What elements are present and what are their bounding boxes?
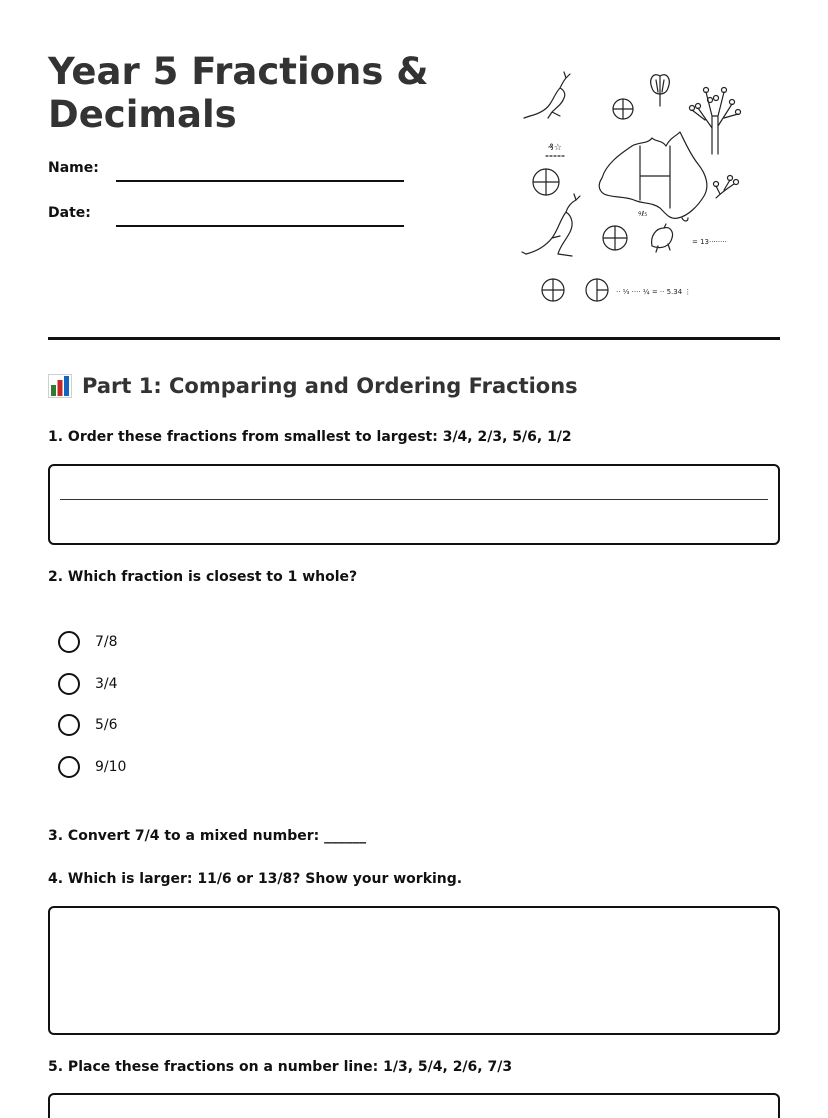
header-divider xyxy=(48,337,780,340)
radio-button[interactable] xyxy=(58,756,80,778)
radio-button[interactable] xyxy=(58,714,80,736)
svg-text:୨ℓ₅: ୨ℓ₅ xyxy=(638,210,648,218)
question-5-answer-box[interactable] xyxy=(48,1093,780,1118)
fraction-circle-icon xyxy=(533,169,559,195)
question-3: 3. Convert 7/4 to a mixed number: ______ xyxy=(48,828,367,844)
australia-fractions-illustration xyxy=(520,68,760,308)
question-4: 4. Which is larger: 11/6 or 13/8? Show your working. xyxy=(48,871,463,887)
question-4-answer-box[interactable] xyxy=(48,906,780,1035)
name-field[interactable] xyxy=(116,180,404,182)
wombat-icon xyxy=(652,224,673,252)
q2-option-label: 3/4 xyxy=(95,676,118,692)
fraction-circle-icon xyxy=(542,279,564,301)
question-1-answer-box[interactable] xyxy=(48,464,780,545)
bar-chart-icon xyxy=(48,374,72,398)
fraction-circle-icon xyxy=(586,279,608,301)
name-label: Name: xyxy=(48,160,99,176)
worksheet-title: Year 5 Fractions & Decimals xyxy=(48,50,429,136)
svg-text:·· ⅓ ···· ¼ = ·· 5.34 ⋮: ·· ⅓ ···· ¼ = ·· 5.34 ⋮ xyxy=(616,288,692,296)
q2-option-label: 9/10 xyxy=(95,759,127,775)
part1-title: Part 1: Comparing and Ordering Fractions xyxy=(82,374,578,398)
radio-button[interactable] xyxy=(58,673,80,695)
svg-text:= 13········: = 13········ xyxy=(692,238,727,246)
fraction-circle-icon xyxy=(603,226,627,250)
q2-option[interactable] xyxy=(58,631,118,653)
date-label: Date: xyxy=(48,205,91,221)
kangaroo-icon xyxy=(524,72,570,118)
part1-heading xyxy=(48,374,578,398)
fraction-circle-icon xyxy=(613,99,633,119)
question-1: 1. Order these fractions from smallest to largest: 3/4, 2/3, 5/6, 1/2 xyxy=(48,429,572,445)
kangaroo-icon xyxy=(522,194,580,256)
question-5: 5. Place these fractions on a number line: 1/3, 5/4, 2/6, 7/3 xyxy=(48,1059,513,1075)
q2-option[interactable] xyxy=(58,756,126,778)
gum-tree-icon xyxy=(690,88,741,155)
wattle-sprig-icon xyxy=(714,176,739,199)
q2-option-label: 5/6 xyxy=(95,717,118,733)
date-field[interactable] xyxy=(116,225,404,227)
flower-icon xyxy=(651,75,670,106)
svg-text:₰☆: ₰☆ xyxy=(548,143,562,153)
q2-option-label: 7/8 xyxy=(95,634,118,650)
q2-option[interactable] xyxy=(58,673,118,695)
australia-map-icon xyxy=(599,132,707,221)
answer-line xyxy=(60,499,768,500)
radio-button[interactable] xyxy=(58,631,80,653)
q2-option[interactable] xyxy=(58,714,118,736)
question-2: 2. Which fraction is closest to 1 whole? xyxy=(48,569,358,585)
